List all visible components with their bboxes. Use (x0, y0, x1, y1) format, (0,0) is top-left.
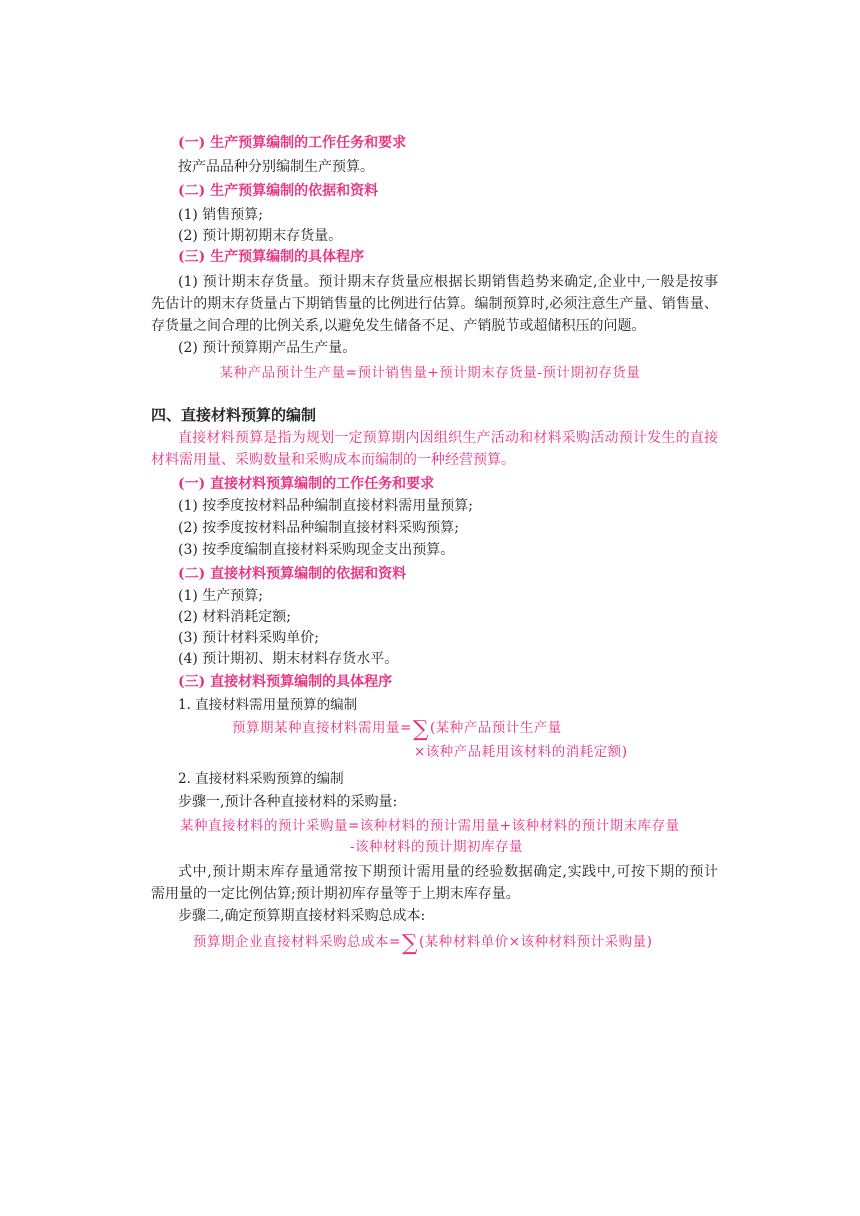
list-item-production-step-2: (2) 预计预算期产品生产量。 (178, 340, 357, 356)
paragraph-line: 材料需用量、采购数量和采购成本而编制的一种经营预算。 (151, 452, 515, 468)
heading-material-basis: (二) 直接材料预算编制的依据和资料 (178, 566, 407, 582)
section-title-direct-material: 四、直接材料预算的编制 (151, 406, 317, 424)
paragraph-line: (1) 预计期末存货量。预计期末存货量应根据长期销售趋势来确定,企业中,一般是按事 (178, 274, 718, 290)
formula-left: 预算期某种直接材料需用量= (232, 720, 412, 736)
formula-material-purchase: 某种直接材料的预计采购量=该种材料的预计需用量+该种材料的预计期末库存量 (180, 818, 680, 834)
formula-material-purchase-line-2: -该种材料的预计期初库存量 (350, 839, 524, 855)
list-item-material-task-1: (1) 按季度按材料品种编制直接材料需用量预算; (178, 498, 473, 514)
paragraph-production-task: 按产品品种分别编制生产预算。 (178, 159, 374, 175)
list-item-production-basis-1: (1) 销售预算; (178, 207, 263, 223)
heading-production-task: (一) 生产预算编制的工作任务和要求 (178, 135, 407, 151)
paragraph-line: 需用量的一定比例估算;预计期初库存量等于上期末库存量。 (151, 886, 520, 902)
formula-left: 预算期企业直接材料采购总成本= (193, 934, 401, 950)
heading-material-task: (一) 直接材料预算编制的工作任务和要求 (178, 476, 435, 492)
step-one: 步骤一,预计各种直接材料的采购量: (178, 794, 398, 810)
sigma-symbol: ∑ (401, 931, 419, 956)
heading-material-procedure: (三) 直接材料预算编制的具体程序 (178, 674, 393, 690)
subheading-material-requirement: 1. 直接材料需用量预算的编制 (178, 697, 358, 713)
list-item-material-task-2: (2) 按季度按材料品种编制直接材料采购预算; (178, 520, 459, 536)
formula-material-requirement-line-2: ×该种产品耗用该材料的消耗定额) (414, 744, 628, 760)
subheading-material-purchase: 2. 直接材料采购预算的编制 (178, 771, 344, 787)
list-item-production-basis-2: (2) 预计期初期末存货量。 (178, 228, 343, 244)
formula-material-total-cost (193, 932, 652, 954)
paragraph-line: 式中,预计期末库存量通常按下期预计需用量的经验数据确定,实践中,可按下期的预计 (178, 864, 718, 880)
step-two: 步骤二,确定预算期直接材料采购总成本: (178, 908, 426, 924)
heading-production-basis: (二) 生产预算编制的依据和资料 (178, 183, 379, 199)
paragraph-line: 直接材料预算是指为规划一定预算期内因组织生产活动和材料采购活动预计发生的直接 (178, 430, 718, 446)
list-item-material-task-3: (3) 按季度编制直接材料采购现金支出预算。 (178, 542, 455, 558)
list-item-material-basis-2: (2) 材料消耗定额; (178, 609, 291, 625)
list-item-material-basis-4: (4) 预计期初、期末材料存货水平。 (178, 651, 399, 667)
formula-production-quantity: 某种产品预计生产量=预计销售量+预计期末存货量-预计期初存货量 (219, 365, 641, 381)
sigma-symbol: ∑ (412, 717, 430, 742)
formula-material-requirement (232, 718, 562, 740)
list-item-material-basis-3: (3) 预计材料采购单价; (178, 630, 319, 646)
paragraph-line: 先估计的期末存货量占下期销售量的比例进行估算。编制预算时,必须注意生产量、销售量、 (151, 296, 718, 312)
formula-right: (某种材料单价×该种材料预计采购量) (419, 934, 653, 950)
heading-production-procedure: (三) 生产预算编制的具体程序 (178, 249, 365, 265)
list-item-material-basis-1: (1) 生产预算; (178, 588, 263, 604)
formula-right: (某种产品预计生产量 (430, 720, 562, 736)
paragraph-line: 存货量之间合理的比例关系,以避免发生储备不足、产销脱节或超储积压的问题。 (151, 318, 646, 334)
